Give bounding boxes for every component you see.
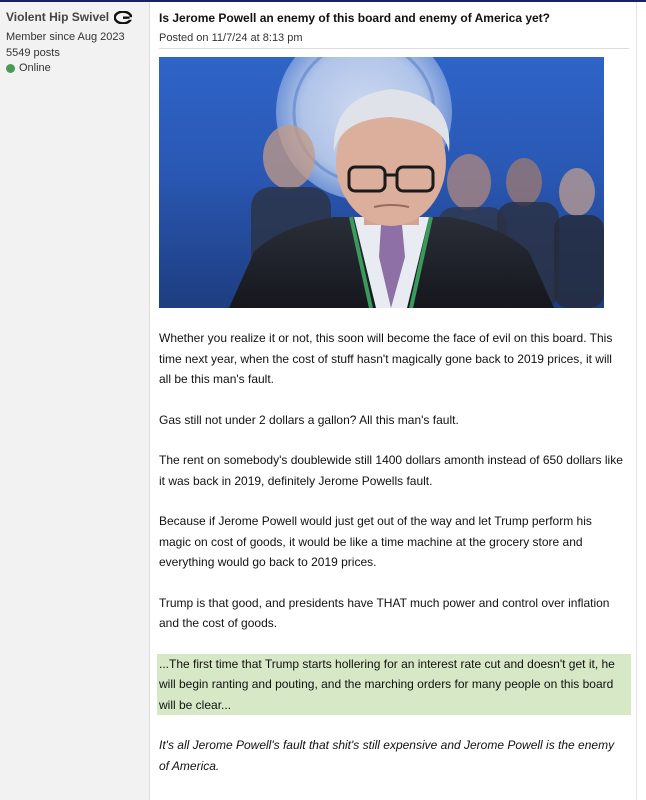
- body-paragraph: Because if Jerome Powell would just get out of the way and let Trump perform his magic on cost of goods, it would be like a time machine at the grocery store and everything would go back to 2019 prices.: [159, 514, 592, 569]
- body-paragraph: Trump is that good, and presidents have THAT much power and control over inflation and the cost of goods.: [159, 595, 610, 630]
- author-username[interactable]: Violent Hip Swivel: [6, 10, 110, 24]
- post-body: [159, 328, 625, 796]
- post-image[interactable]: [159, 57, 604, 308]
- post-count: 5549 posts: [6, 47, 60, 59]
- body-paragraph: The rent on somebody's doublewide still 1400 dollars amonth instead of 650 dollars like it was back in 2019, definitely Jerome Powells fault.: [159, 453, 623, 488]
- author-sidebar: [0, 2, 150, 800]
- online-status-label: Online: [19, 62, 51, 74]
- jerome-powell-photo-icon: [159, 57, 604, 308]
- member-since: Member since Aug 2023: [6, 31, 125, 43]
- header-divider: [159, 48, 629, 49]
- body-paragraph: Whether you realize it or not, this soon will become the face of evil on this board. This time next year, when the cost of stuff hasn't magically gone back to 2019 prices, it will all be this man's fault.: [159, 331, 613, 386]
- georgia-g-logo-icon: [114, 11, 132, 24]
- post-timestamp: Posted on 11/7/24 at 8:13 pm: [159, 32, 303, 44]
- highlighted-quote: ...The first time that Trump starts hollering for an interest rate cut and doesn't get it, he will begin ranting and pouting, and the marching orders for many people on this board will be clear...: [157, 654, 631, 716]
- author-info: [6, 10, 132, 24]
- closing-statement: It's all Jerome Powell's fault that shit's still expensive and Jerome Powell is the enemy of America.: [159, 738, 615, 773]
- online-dot-icon: [6, 64, 15, 73]
- post-title: Is Jerome Powell an enemy of this board and enemy of America yet?: [159, 11, 551, 25]
- post-content: [150, 2, 637, 800]
- online-status: [6, 62, 51, 74]
- body-paragraph: Gas still not under 2 dollars a gallon? All this man's fault.: [159, 412, 459, 427]
